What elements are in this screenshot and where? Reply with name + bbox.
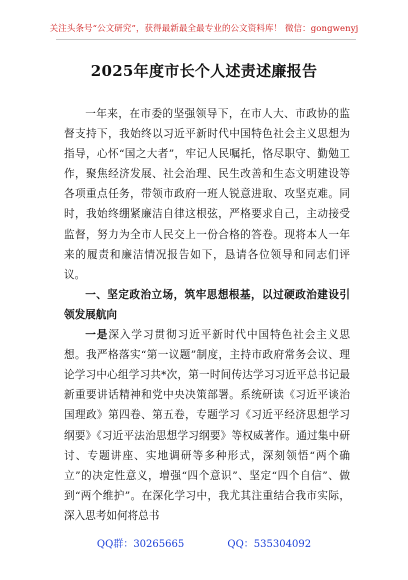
- footer-qq: QQ：535304092: [227, 539, 312, 550]
- document-body: [64, 104, 350, 526]
- section-lead: 一是: [85, 329, 109, 342]
- intro-paragraph: 一年来，在市委的坚强领导下，在市人大、市政协的监督支持下，我始终以习近平新时代中国特色社会主义思想为指导，心怀“国之大者”，牢记人民嘱托，恪尽职守、勤勉工作，聚焦经济发展、社会治理、民生改善和生态文明建设等各项重点任务，带领市政府一班人锐意进取、攻坚克难。同时，我始终绷紧廉洁自律这根弦，严格要求自己，主动接受监督，努力为全市人民交上一份合格的答卷。现将本人一年来的履责和廉洁情况报告如下，恳请各位领导和同志们评议。: [64, 108, 350, 281]
- header-divider: [56, 39, 356, 40]
- header-banner: 关注头条号“公文研究”，获得最新最全最专业的公文资料库！ 微信：gongwenyj: [49, 24, 359, 34]
- document-title: 2025年度市长个人述责述廉报告: [90, 62, 318, 80]
- footer-contact: [0, 535, 408, 550]
- section-heading: 一、坚定政治立场，筑牢思想根基，以过硬政治建设引领发展航向: [64, 288, 350, 321]
- section-paragraph-text: 深入学习贯彻习近平新时代中国特色社会主义思想。我严格落实“第一议题”制度，主持市政府常务会议、理论学习中心组学习共*次，第一时间传达学习习近平总书记最新重要讲话精神和党中央决策部署。系统研读《习近平谈治国理政》第四卷、第五卷，专题学习《习近平经济思想学习纲要》《习近平法治思想学习纲要》等权威著作。通过集中研讨、专题讲座、实地调研等多种形式，深刻领悟“两个确立”的决定性意义，增强“四个意识”、坚定“四个自信”、做到“两个维护”。在深化学习中，我尤其注重结合我市实际，深入思考如何将总书: [64, 329, 351, 522]
- footer-qq-group: QQ群：30265665: [96, 539, 185, 550]
- section-paragraph: [64, 325, 350, 526]
